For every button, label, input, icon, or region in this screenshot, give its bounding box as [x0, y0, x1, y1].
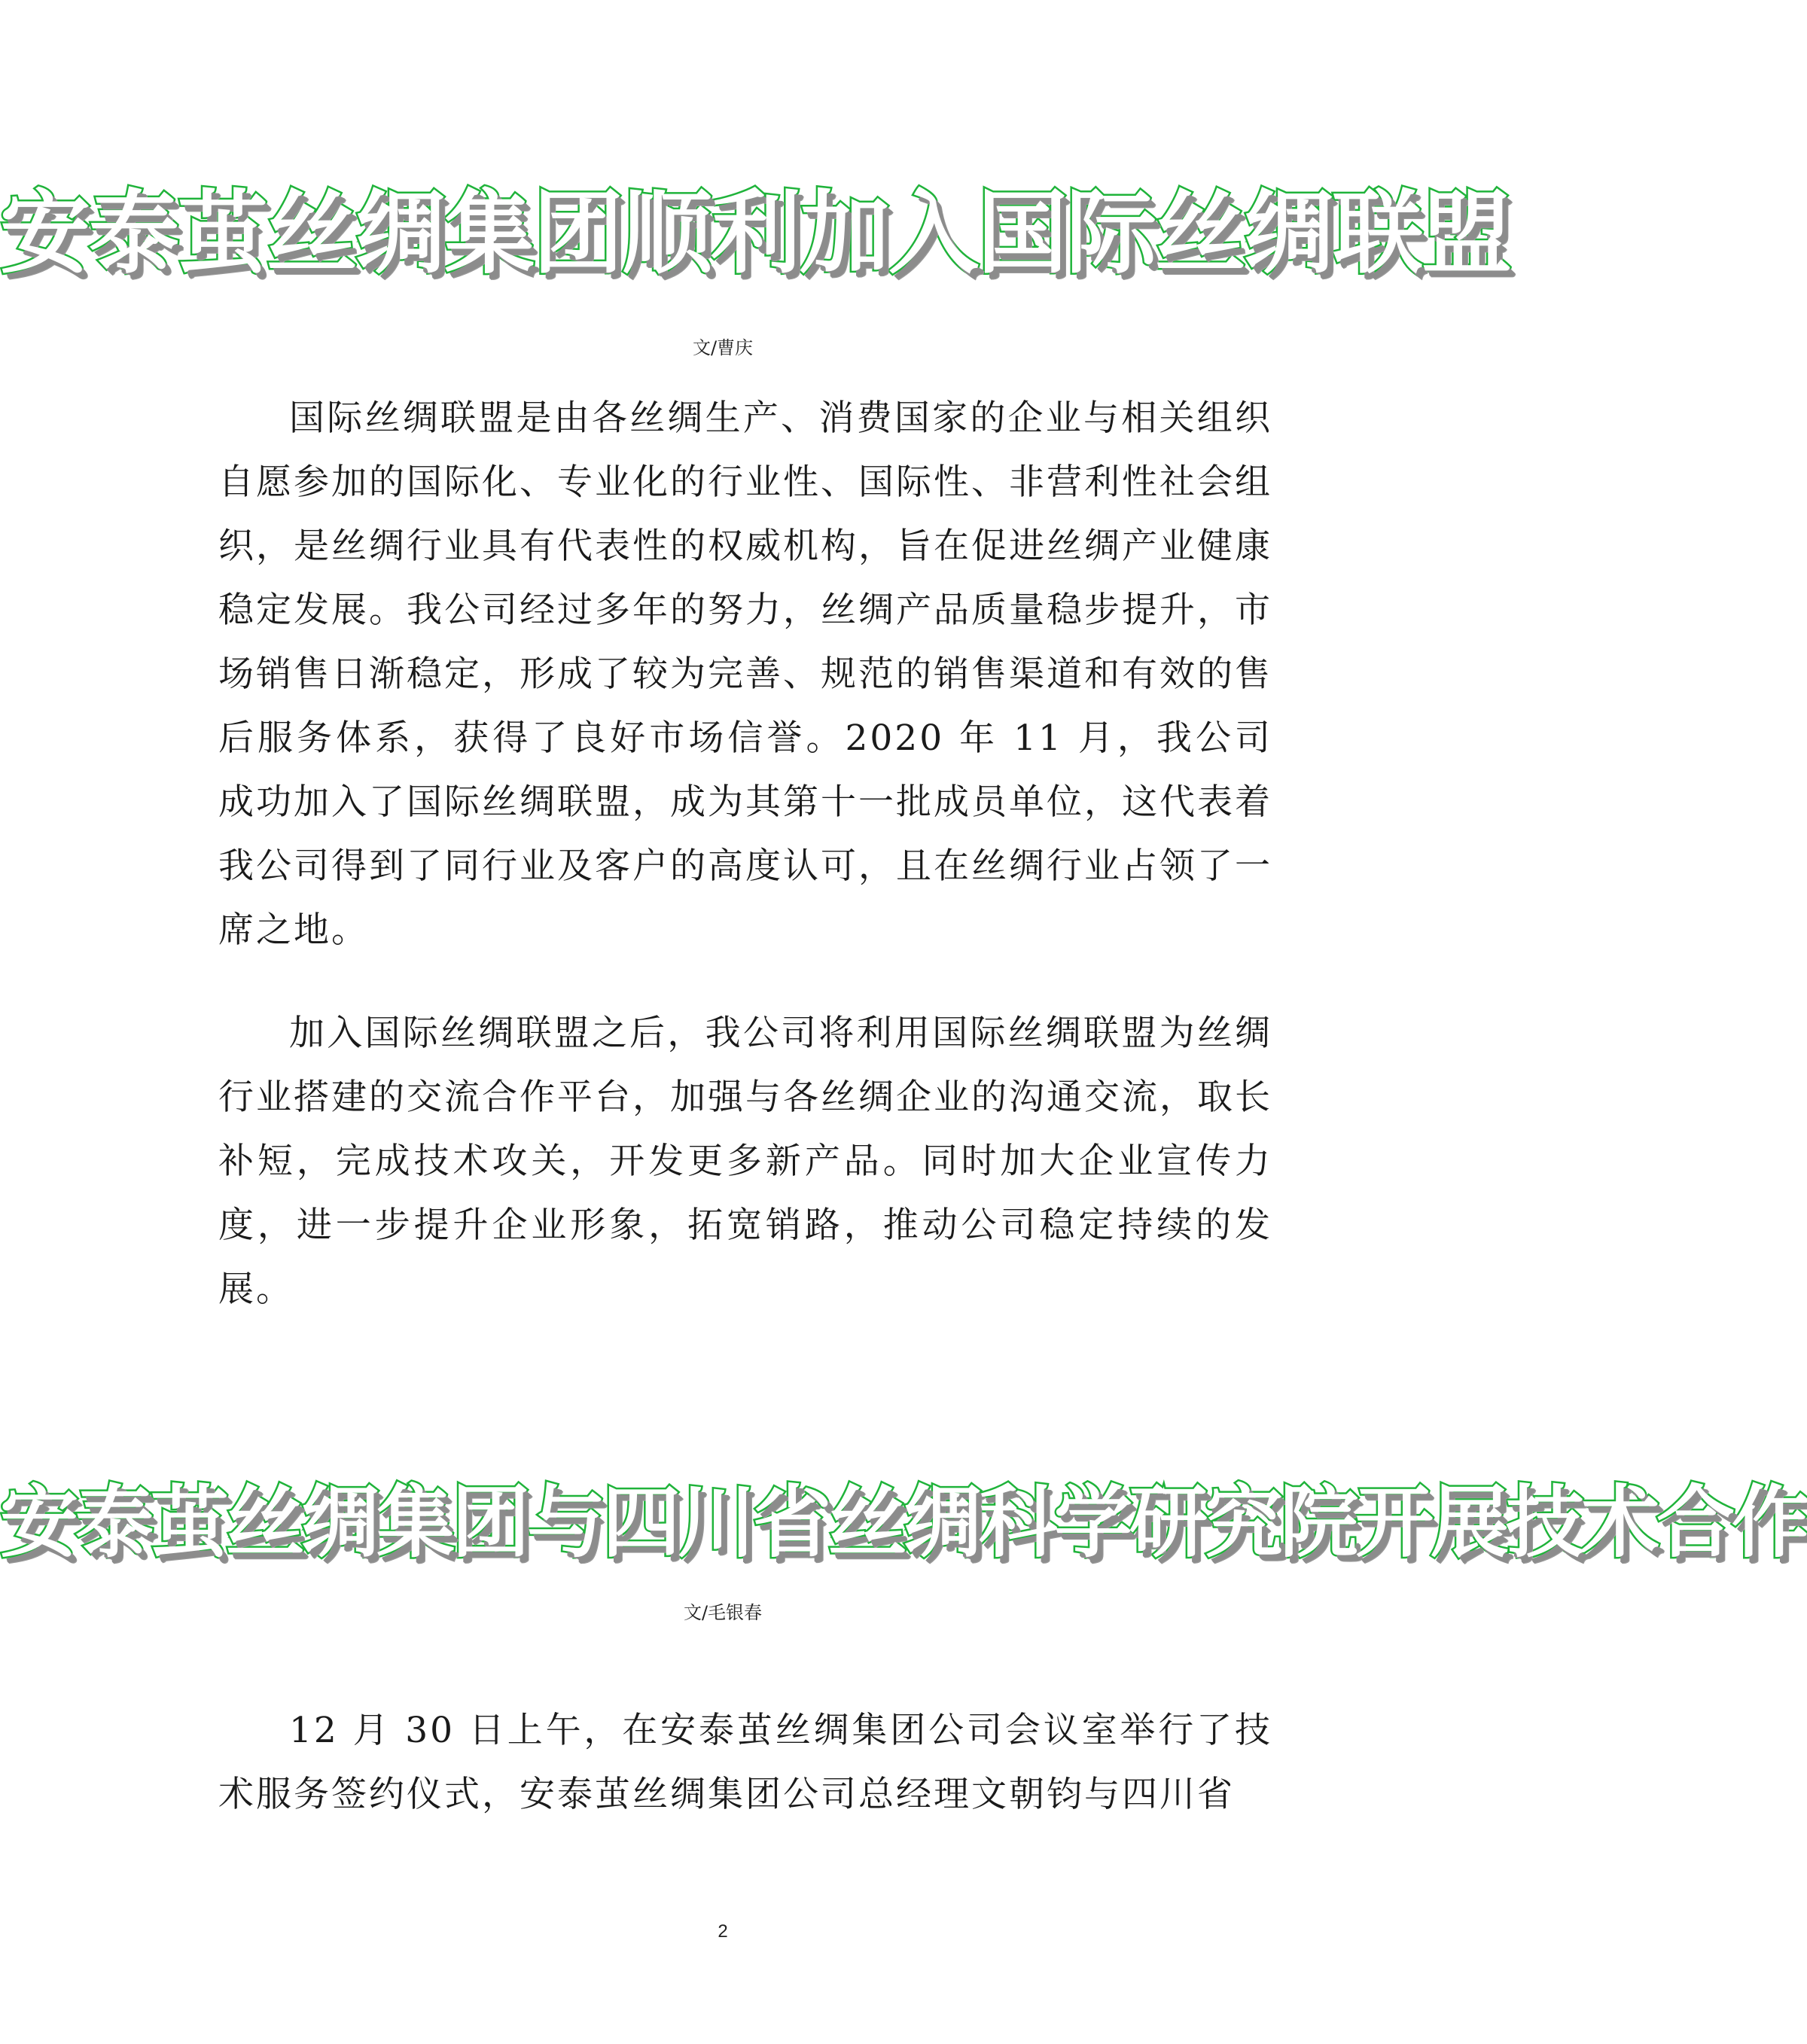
article-byline: 文/毛银春: [683, 1602, 763, 1623]
article-paragraph: 12 月 30 日上午，在安泰茧丝绸集团公司会议室举行了技术服务签约仪式，安泰茧丝绸集团公司总经理文朝钧与四川省: [218, 1710, 1272, 1815]
article-byline: 文/曹庆: [692, 337, 754, 358]
article-title: 安泰茧丝绸集团与四川省丝绸科学研究院开展技术合作: [0, 1476, 1807, 1568]
page-number: 2: [718, 1921, 728, 1942]
article-paragraph: 加入国际丝绸联盟之后，我公司将利用国际丝绸联盟为丝绸行业搭建的交流合作平台，加强与各丝绸企业的沟通交流，取长补短，完成技术攻关，开发更多新产品。同时加大企业宣传力度，进一步提升企业形象，拓宽销路，推动公司稳定持续的发展。: [218, 1013, 1272, 1310]
article-title: 安泰茧丝绸集团顺利加入国际丝绸联盟: [0, 181, 1510, 286]
article-paragraph: 国际丝绸联盟是由各丝绸生产、消费国家的企业与相关组织自愿参加的国际化、专业化的行业性、国际性、非营利性社会组织，是丝绸行业具有代表性的权威机构，旨在促进丝绸产业健康稳定发展。我公司经过多年的努力，丝绸产品质量稳步提升，市场销售日渐稳定，形成了较为完善、规范的销售渠道和有效的售后服务体系，获得了良好市场信誉。2020 年 11 月，我公司成功加入了国际丝绸联盟，成为其第十一批成员单位，这代表着我公司得到了同行业及客户的高度认可，且在丝绸行业占领了一席之地。: [218, 398, 1272, 951]
